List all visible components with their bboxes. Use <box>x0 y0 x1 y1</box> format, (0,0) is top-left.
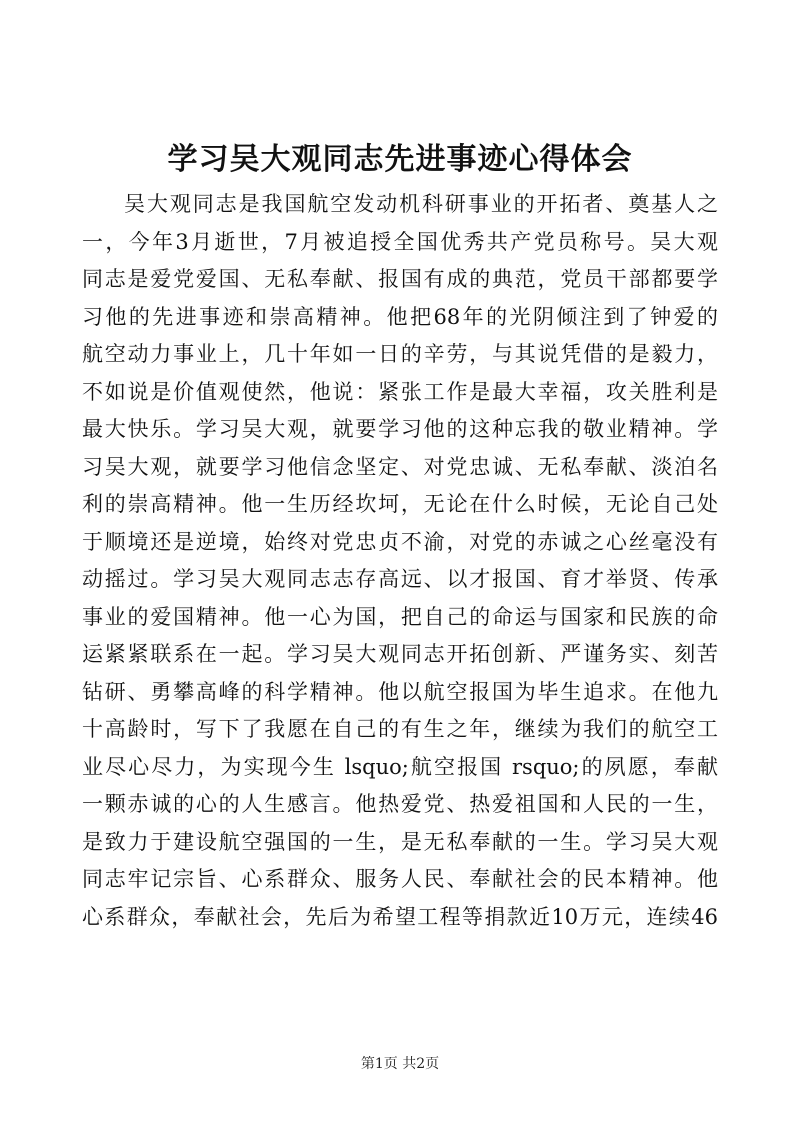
body-line: 同志是爱党爱国、无私奉献、报国有成的典范，党员干部都要学 <box>82 267 718 291</box>
body-line: 是致力于建设航空强国的一生，是无私奉献的一生。学习吴大观 <box>82 829 718 854</box>
body-line: 最大快乐。学习吴大观，就要学习他的这种忘我的敬业精神。学 <box>82 417 718 441</box>
body-line: 航空动力事业上，几十年如一日的辛劳，与其说凭借的是毅力， <box>82 342 718 366</box>
body-line: 十高龄时，写下了我愿在自己的有生之年，继续为我们的航空工 <box>82 717 718 741</box>
body-line: 利的崇高精神。他一生历经坎坷，无论在什么时候，无论自己处 <box>82 492 718 516</box>
body-line: 心系群众，奉献社会，先后为希望工程等捐款近10万元，连续46 <box>82 904 718 929</box>
body-line: 于顺境还是逆境，始终对党忠贞不渝，对党的赤诚之心丝毫没有 <box>82 529 718 554</box>
body-line: 运紧紧联系在一起。学习吴大观同志开拓创新、严谨务实、刻苦 <box>82 642 718 666</box>
document-body <box>82 186 718 936</box>
page-footer: 第1页 共2页 <box>360 1056 440 1072</box>
body-line: 动摇过。学习吴大观同志志存高远、以才报国、育才举贤、传承 <box>82 567 718 591</box>
body-line: 一，今年3月逝世，7月被追授全国优秀共产党员称号。吴大观 <box>82 229 718 254</box>
body-line: 吴大观同志是我国航空发动机科研事业的开拓者、奠基人之 <box>124 192 718 216</box>
body-line: 同志牢记宗旨、心系群众、服务人民、奉献社会的民本精神。他 <box>82 867 718 891</box>
body-line: 业尽心尽力，为实现今生 lsquo;航空报国 rsquo;的夙愿，奉献 <box>82 754 718 779</box>
body-line: 钻研、勇攀高峰的科学精神。他以航空报国为毕生追求。在他九 <box>82 679 718 704</box>
body-line: 习吴大观，就要学习他信念坚定、对党忠诚、无私奉献、淡泊名 <box>82 454 718 479</box>
body-line: 事业的爱国精神。他一心为国，把自己的命运与国家和民族的命 <box>82 604 718 629</box>
document-title: 学习吴大观同志先进事迹心得体会 <box>167 142 633 177</box>
body-line: 习他的先进事迹和崇高精神。他把68年的光阴倾注到了钟爱的 <box>82 304 718 329</box>
body-line: 一颗赤诚的心的人生感言。他热爱党、热爱祖国和人民的一生， <box>82 792 718 816</box>
body-line: 不如说是价值观使然，他说：紧张工作是最大幸福，攻关胜利是 <box>82 379 718 404</box>
